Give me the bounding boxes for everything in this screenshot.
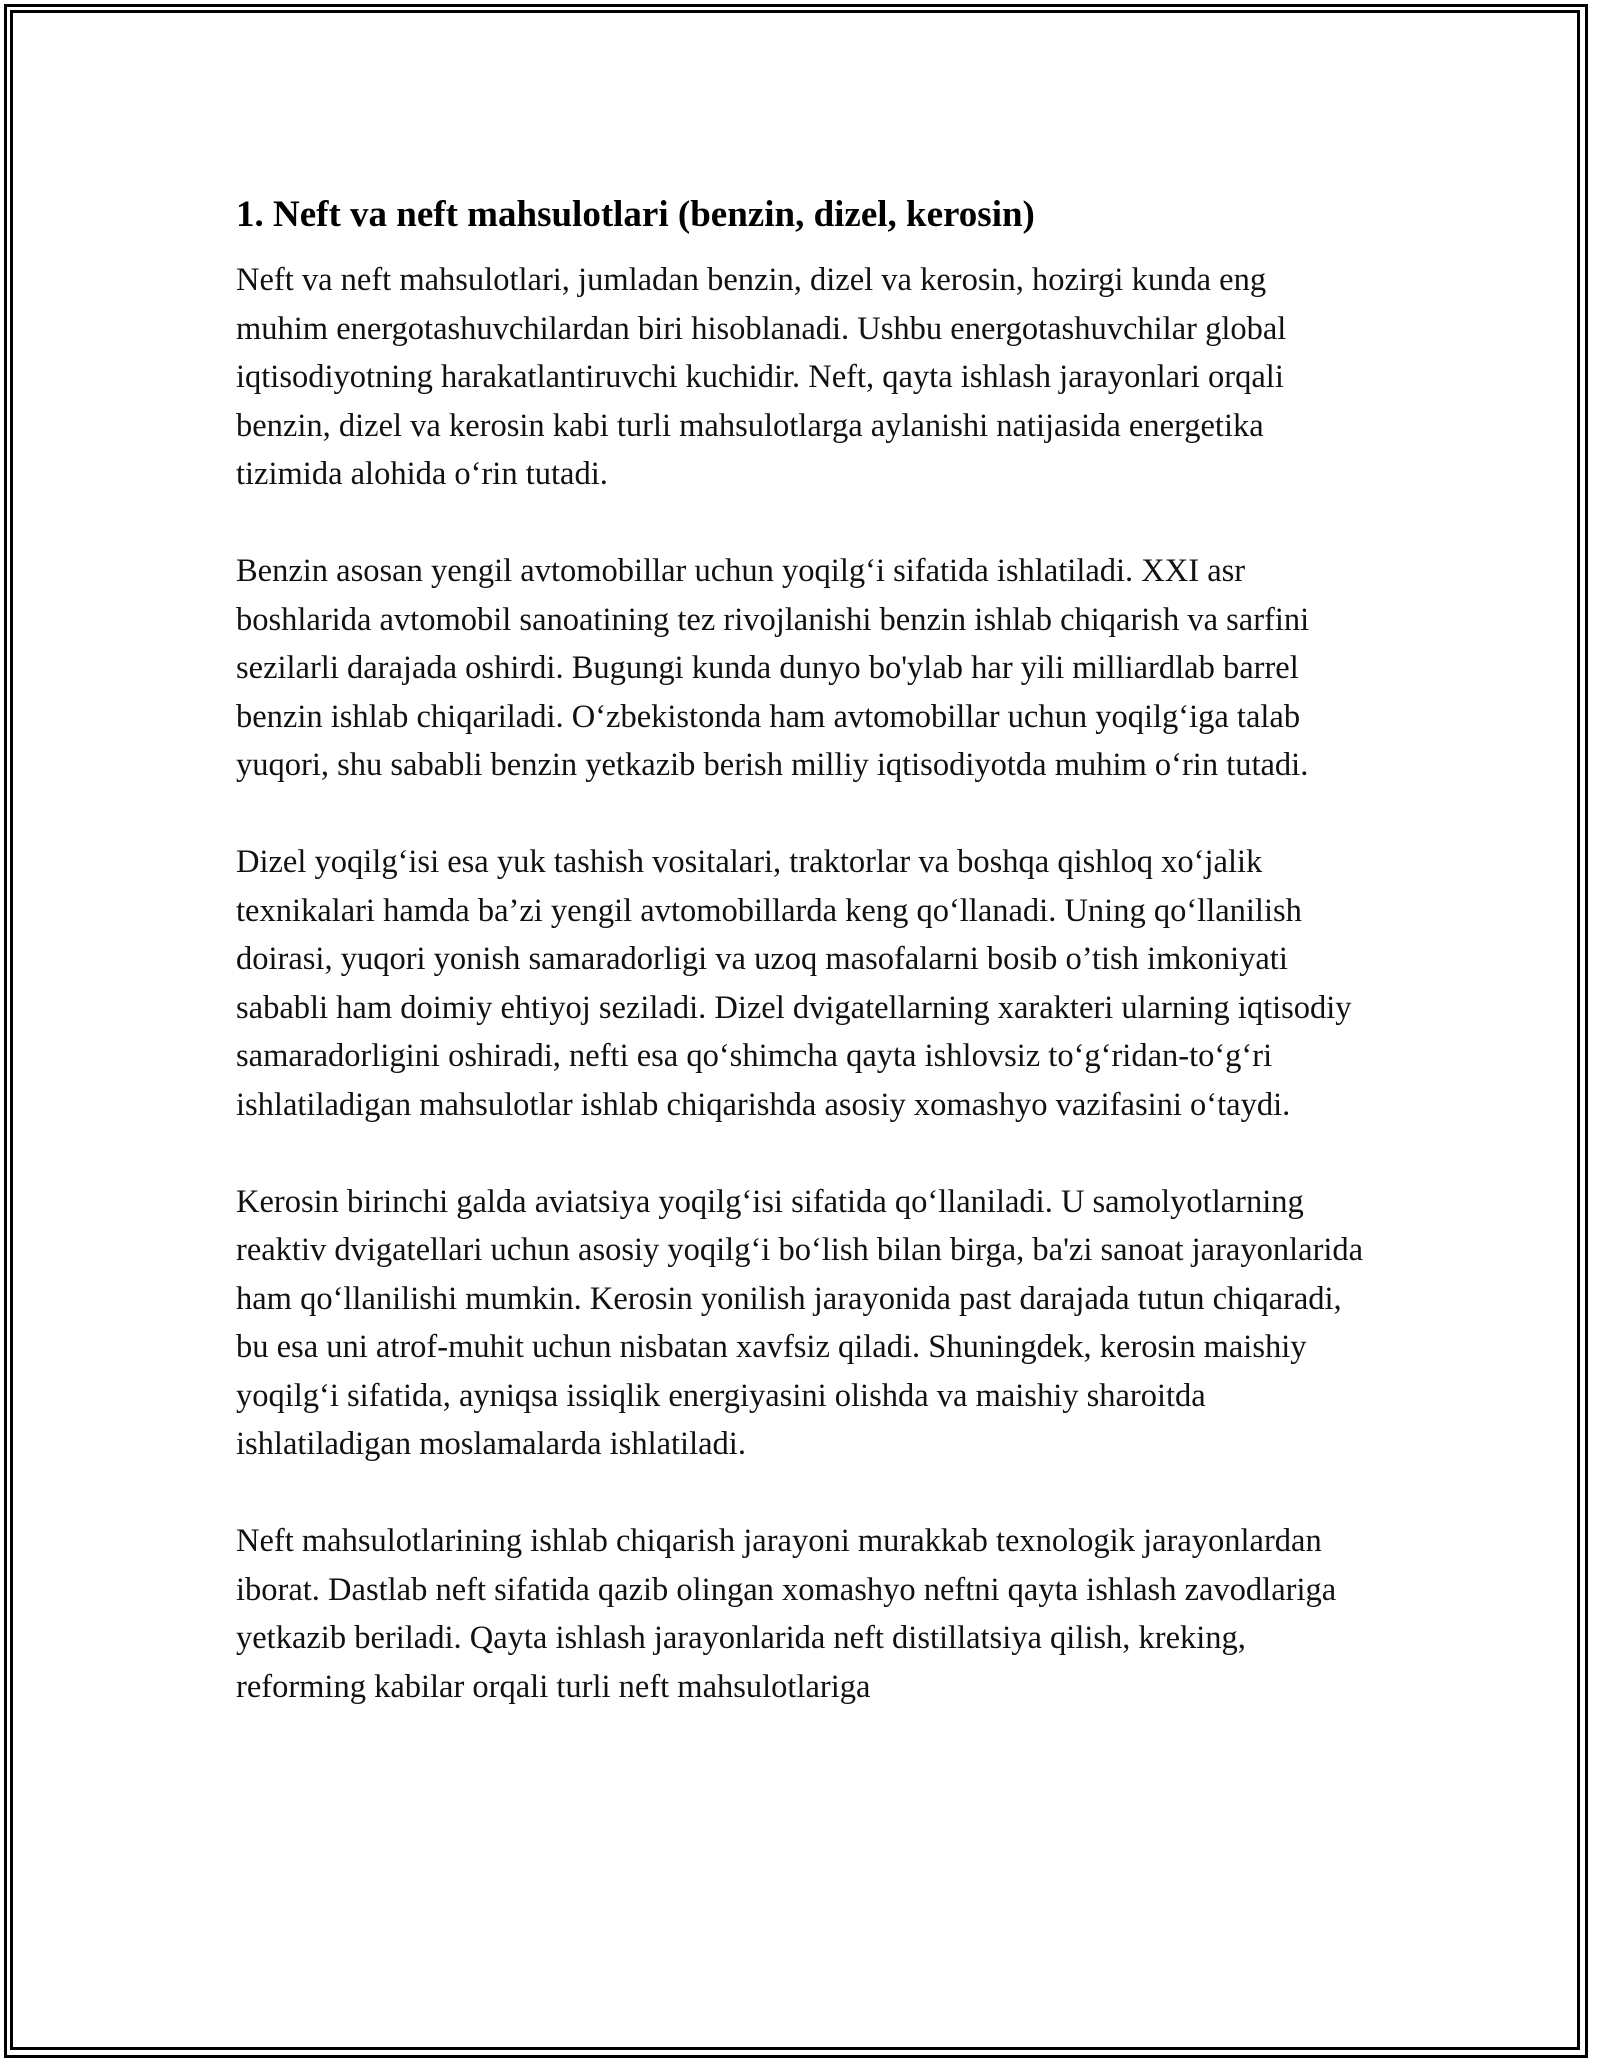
section-heading: 1. Neft va neft mahsulotlari (benzin, dizel, kerosin) <box>236 194 1035 235</box>
paragraph-dizel: Dizel yoqilg‘isi esa yuk tashish vositalari, traktorlar va boshqa qishloq xo‘jalik texnikalari hamda ba’zi yengil avtomobillarda keng qo‘llanadi. Uning qo‘llanilish doirasi, yuqori yonish samaradorligi va uzoq masofalarni bosib o’tish imkoniyati sababli ham doimiy ehtiyoj seziladi. Dizel dvigatellarning xarakteri ularning iqtisodiy samaradorligini oshiradi, nefti esa qo‘shimcha qayta ishlovsiz to‘g‘ridan-to‘g‘ri ishlatiladigan mahsulotlar ishlab chiqarishda asosiy xomashyo vazifasini o‘taydi. <box>236 844 1352 1123</box>
document-body <box>236 186 1366 1711</box>
paragraph-kerosin: Kerosin birinchi galda aviatsiya yoqilg‘isi sifatida qo‘llaniladi. U samolyotlarning reaktiv dvigatellari uchun asosiy yoqilg‘i bo‘lish bilan birga, ba'zi sanoat jarayonlarida ham qo‘llanilishi mumkin. Kerosin yonilish jarayonida past darajada tutun chiqaradi, bu esa uni atrof-muhit uchun nisbatan xavfsiz qiladi. Shuningdek, kerosin maishiy yoqilg‘i sifatida, ayniqsa issiqlik energiyasini olishda va maishiy sharoitda ishlatiladigan moslamalarda ishlatiladi. <box>236 1183 1364 1462</box>
paragraph-production: Neft mahsulotlarining ishlab chiqarish jarayoni murakkab texnologik jarayonlardan iborat. Dastlab neft sifatida qazib olingan xomashyo neftni qayta ishlash zavodlariga yetkazib beriladi. Qayta ishlash jarayonlarida neft distillatsiya qilish, kreking, reforming kabilar orqali turli neft mahsulotlariga <box>236 1523 1337 1705</box>
paragraph-intro: Neft va neft mahsulotlari, jumladan benzin, dizel va kerosin, hozirgi kunda eng muhim energotashuvchilardan biri hisoblanadi. Ushbu energotashuvchilar global iqtisodiyotning harakatlantiruvchi kuchidir. Neft, qayta ishlash jarayonlari orqali benzin, dizel va kerosin kabi turli mahsulotlarga aylanishi natijasida energetika tizimida alohida o‘rin tutadi. <box>236 262 1287 492</box>
paragraph-benzin: Benzin asosan yengil avtomobillar uchun yoqilg‘i sifatida ishlatiladi. XXI asr boshlarida avtomobil sanoatining tez rivojlanishi benzin ishlab chiqarish va sarfini sezilarli darajada oshirdi. Bugungi kunda dunyo bo'ylab har yili milliardlab barrel benzin ishlab chiqariladi. O‘zbekistonda ham avtomobillar uchun yoqilg‘iga talab yuqori, shu sababli benzin yetkazib berish milliy iqtisodiyotda muhim o‘rin tutadi. <box>236 553 1310 783</box>
